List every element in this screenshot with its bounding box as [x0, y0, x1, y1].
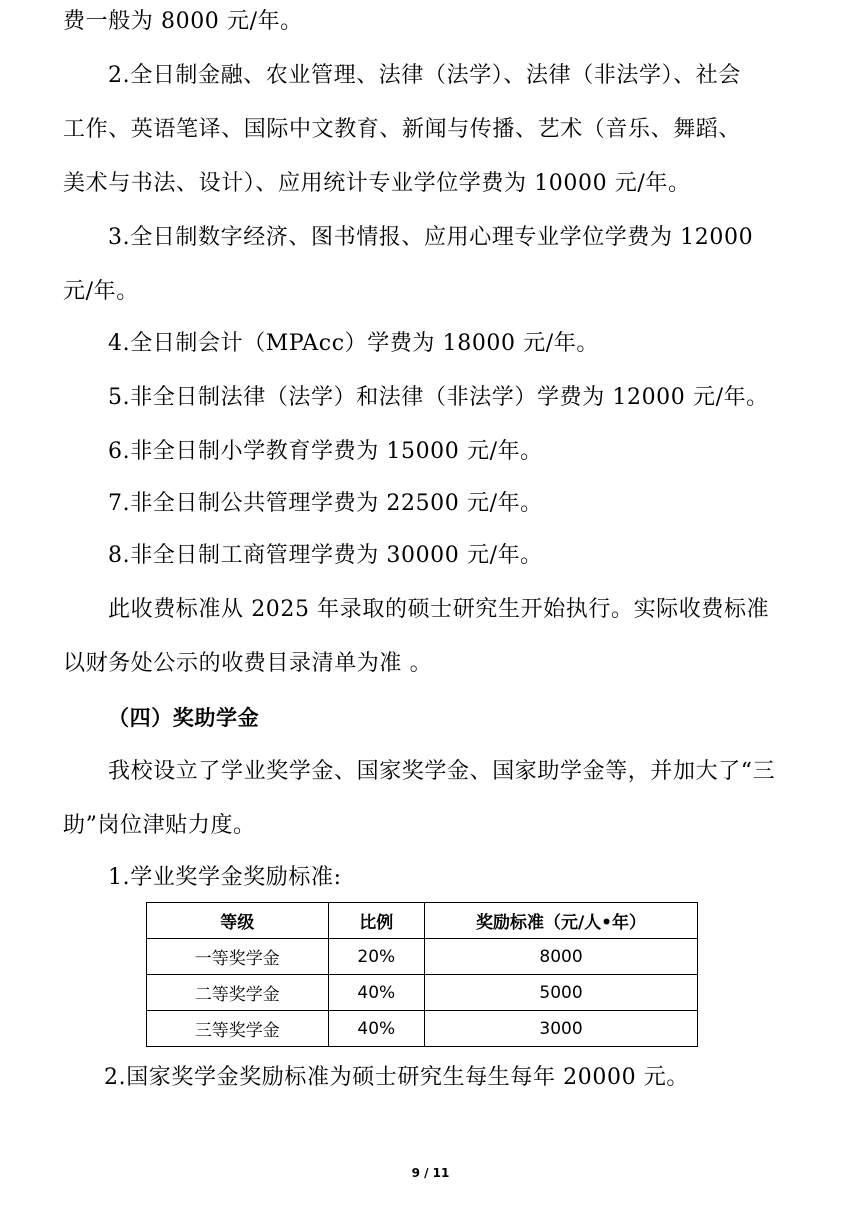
item-7: 7.非全日制公共管理学费为 22500 元/年。	[108, 491, 543, 516]
intro-line-2: 助”岗位津贴力度。	[63, 813, 256, 838]
national-scholarship: 2.国家奖学金奖励标准为硕士研究生每生每年 20000 元。	[104, 1065, 689, 1090]
table-row	[147, 1011, 698, 1047]
item-3-line-1: 3.全日制数字经济、图书情报、应用心理专业学位学费为 12000	[108, 225, 754, 250]
header-ratio: 比例	[328, 903, 424, 939]
item-3-line-2: 元/年。	[63, 279, 139, 304]
cell-ratio: 20%	[328, 939, 424, 975]
item-2-line-3: 美术与书法、设计）、应用统计专业学位学费为 10000 元/年。	[63, 171, 691, 196]
section-heading: （四）奖助学金	[108, 706, 260, 730]
note-line-1: 此收费标准从 2025 年录取的硕士研究生开始执行。实际收费标准	[108, 597, 770, 622]
item-6: 6.非全日制小学教育学费为 15000 元/年。	[108, 439, 543, 464]
cell-ratio: 40%	[328, 975, 424, 1011]
table-caption: 1.学业奖学金奖励标准:	[108, 865, 342, 890]
header-level: 等级	[147, 903, 329, 939]
cell-level: 二等奖学金	[147, 975, 329, 1011]
cell-ratio: 40%	[328, 1011, 424, 1047]
item-5: 5.非全日制法律（法学）和法律（非法学）学费为 12000 元/年。	[108, 385, 769, 410]
page-number: 9 / 11	[411, 1166, 450, 1180]
item-2-line-1: 2.全日制金融、农业管理、法律（法学）、法律（非法学）、社会	[108, 63, 741, 88]
note-line-2: 以财务处公示的收费目录清单为准 。	[63, 651, 433, 676]
fee-tail-text: 费一般为 8000 元/年。	[63, 9, 303, 34]
cell-amount: 8000	[425, 939, 698, 975]
table-row	[147, 939, 698, 975]
cell-amount: 3000	[425, 1011, 698, 1047]
item-2-line-2: 工作、英语笔译、国际中文教育、新闻与传播、艺术（音乐、舞蹈、	[63, 117, 742, 142]
intro-line-1: 我校设立了学业奖学金、国家奖学金、国家助学金等，并加大了“三	[108, 759, 776, 784]
item-4: 4.全日制会计（MPAcc）学费为 18000 元/年。	[108, 331, 600, 356]
scholarship-table	[146, 902, 698, 1047]
header-amount: 奖励标准（元/人•年）	[425, 903, 698, 939]
item-8: 8.非全日制工商管理学费为 30000 元/年。	[108, 543, 543, 568]
cell-level: 三等奖学金	[147, 1011, 329, 1047]
cell-amount: 5000	[425, 975, 698, 1011]
cell-level: 一等奖学金	[147, 939, 329, 975]
table-row	[147, 975, 698, 1011]
table-header-row	[147, 903, 698, 939]
